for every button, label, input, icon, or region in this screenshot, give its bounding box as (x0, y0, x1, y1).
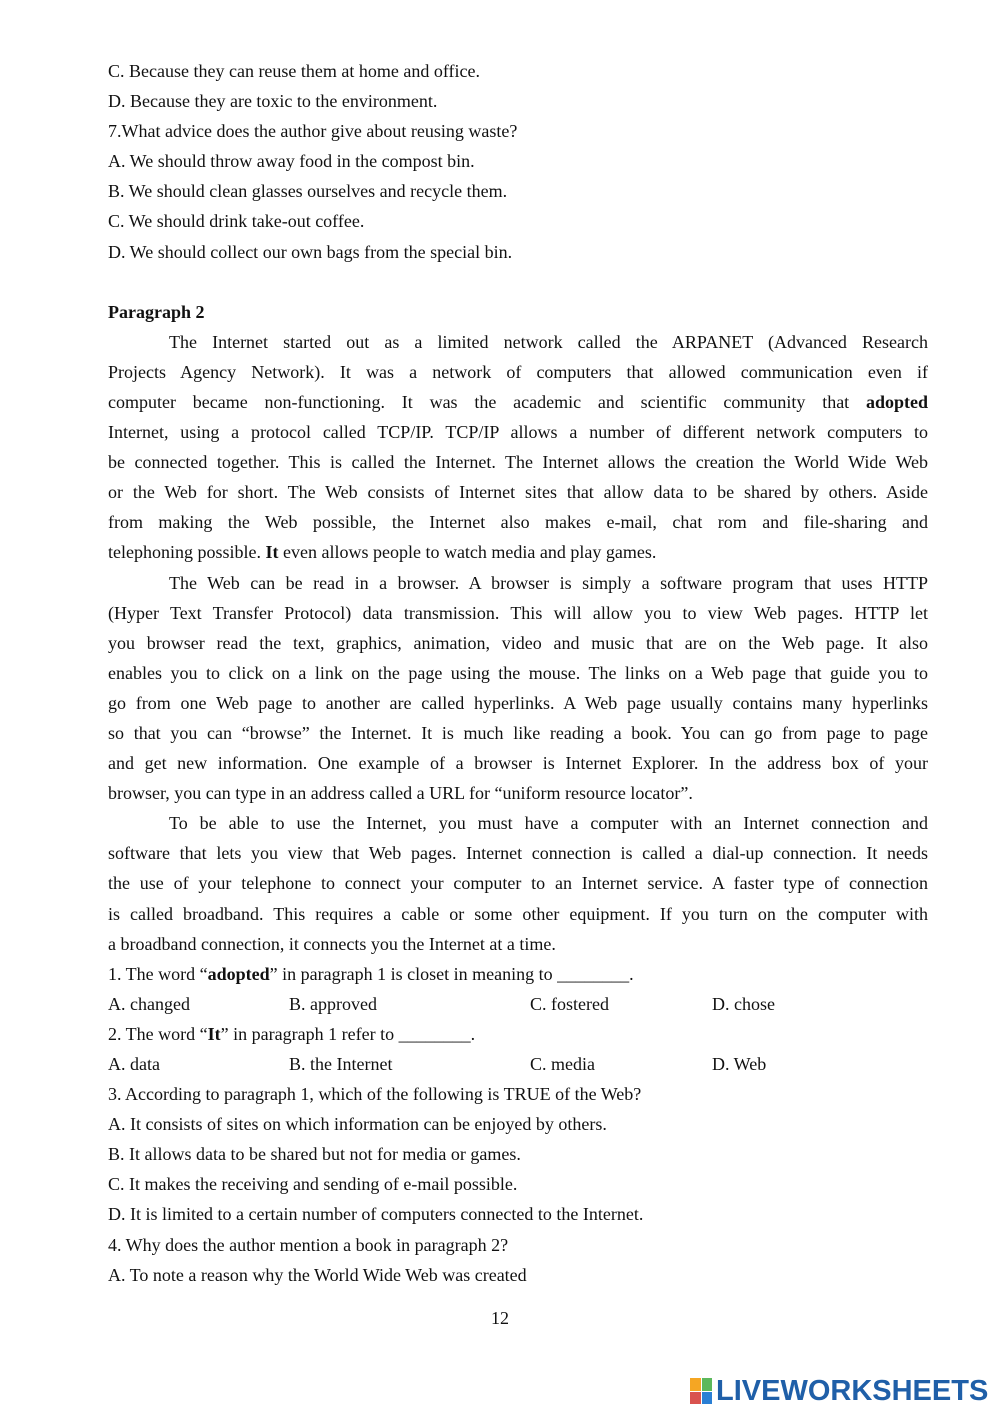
question-4: 4. Why does the author mention a book in paragraph 2? (108, 1234, 509, 1255)
option-c[interactable]: C. fostered (530, 993, 609, 1014)
passage-line: (Hyper Text Transfer Protocol) data transmission. This will allow you to view Web pages. HTTP let (108, 602, 928, 623)
question-1: 1. The word “adopted” in paragraph 1 is closet in meaning to ________. (108, 963, 634, 984)
option-text: D. Because they are toxic to the environment. (108, 91, 438, 112)
passage-line: computer became non-functioning. It was the academic and scientific community that adopted (108, 391, 928, 412)
passage-line: or the Web for short. The Web consists of Internet sites that allow data to be shared by others. Aside (108, 482, 928, 503)
option-b[interactable]: B. the Internet (289, 1054, 393, 1074)
question-7: 7.What advice does the author give about reusing waste? (108, 121, 518, 142)
logo-text: LIVEWORKSHEETS (716, 1374, 989, 1407)
question-1-options (108, 989, 928, 1019)
passage-line: browser, you can type in an address called a URL for “uniform resource locator”. (108, 783, 693, 804)
passage-line: is called broadband. This requires a cable or some other equipment. If you turn on the computer with (108, 903, 928, 924)
passage-line: Projects Agency Network). It was a network of computers that allowed communication even if (108, 361, 928, 382)
passage-line: be connected together. This is called the Internet. The Internet allows the creation the World Wide Web (108, 452, 928, 473)
passage-line: you browser read the text, graphics, animation, video and music that are on the Web page. It also (108, 632, 928, 653)
option-text: A. We should throw away food in the compost bin. (108, 151, 475, 172)
option-a[interactable]: A. It consists of sites on which information can be enjoyed by others. (108, 1114, 607, 1135)
liveworksheets-logo-icon (690, 1378, 712, 1404)
question-2: 2. The word “It” in paragraph 1 refer to ________. (108, 1023, 476, 1044)
keyword-adopted: adopted (865, 391, 928, 412)
worksheet-page (108, 56, 928, 1290)
option-c[interactable]: C. It makes the receiving and sending of e-mail possible. (108, 1174, 518, 1195)
liveworksheets-logo (690, 1371, 990, 1411)
option-text: D. We should collect our own bags from the special bin. (108, 241, 513, 262)
passage-line: To be able to use the Internet, you must have a computer with an Internet connection and (169, 813, 928, 834)
option-b[interactable]: B. It allows data to be shared but not for media or games. (108, 1144, 521, 1165)
paragraph-heading: Paragraph 2 (108, 301, 205, 322)
option-text: B. We should clean glasses ourselves and recycle them. (108, 181, 508, 202)
passage-line: from making the Web possible, the Internet also makes e-mail, chat rom and file-sharing and (108, 512, 928, 533)
option-a[interactable]: A. To note a reason why the World Wide Web was created (108, 1264, 527, 1285)
passage-line: Internet, using a protocol called TCP/IP. TCP/IP allows a number of different network computers to (108, 422, 928, 443)
option-text: C. We should drink take-out coffee. (108, 211, 365, 232)
option-d[interactable]: D. It is limited to a certain number of computers connected to the Internet. (108, 1204, 644, 1225)
passage-line: software that lets you view that Web pages. Internet connection is called a dial-up connection. It needs (108, 843, 928, 864)
option-c[interactable]: C. media (530, 1054, 595, 1074)
passage-line: go from one Web page to another are called hyperlinks. A Web page usually contains many hyperlinks (108, 692, 928, 713)
question-2-options (108, 1049, 928, 1079)
passage-line: so that you can “browse” the Internet. It is much like reading a book. You can go from page to page (108, 722, 928, 743)
option-text: C. Because they can reuse them at home and office. (108, 61, 481, 81)
question-3: 3. According to paragraph 1, which of the following is TRUE of the Web? (108, 1084, 642, 1105)
passage-line: The Internet started out as a limited network called the ARPANET (Advanced Research (169, 331, 928, 352)
page-number: 12 (491, 1308, 509, 1328)
option-d[interactable]: D. Web (712, 1054, 767, 1074)
passage-line: enables you to click on a link on the page using the mouse. The links on a Web page that guide you to (108, 662, 928, 683)
passage-line: The Web can be read in a browser. A browser is simply a software program that uses HTTP (169, 572, 928, 593)
option-d[interactable]: D. chose (712, 993, 775, 1014)
passage-line: the use of your telephone to connect your computer to an Internet service. A faster type of connection (108, 873, 928, 894)
keyword-it: It (265, 542, 279, 563)
option-a[interactable]: A. changed (108, 993, 190, 1014)
passage-line: telephoning possible. It even allows people to watch media and play games. (108, 542, 657, 563)
option-b[interactable]: B. approved (289, 993, 377, 1014)
passage-line: and get new information. One example of a browser is Internet Explorer. In the address box of your (108, 753, 928, 774)
passage-line: a broadband connection, it connects you the Internet at a time. (108, 933, 556, 954)
option-a[interactable]: A. data (108, 1054, 160, 1074)
